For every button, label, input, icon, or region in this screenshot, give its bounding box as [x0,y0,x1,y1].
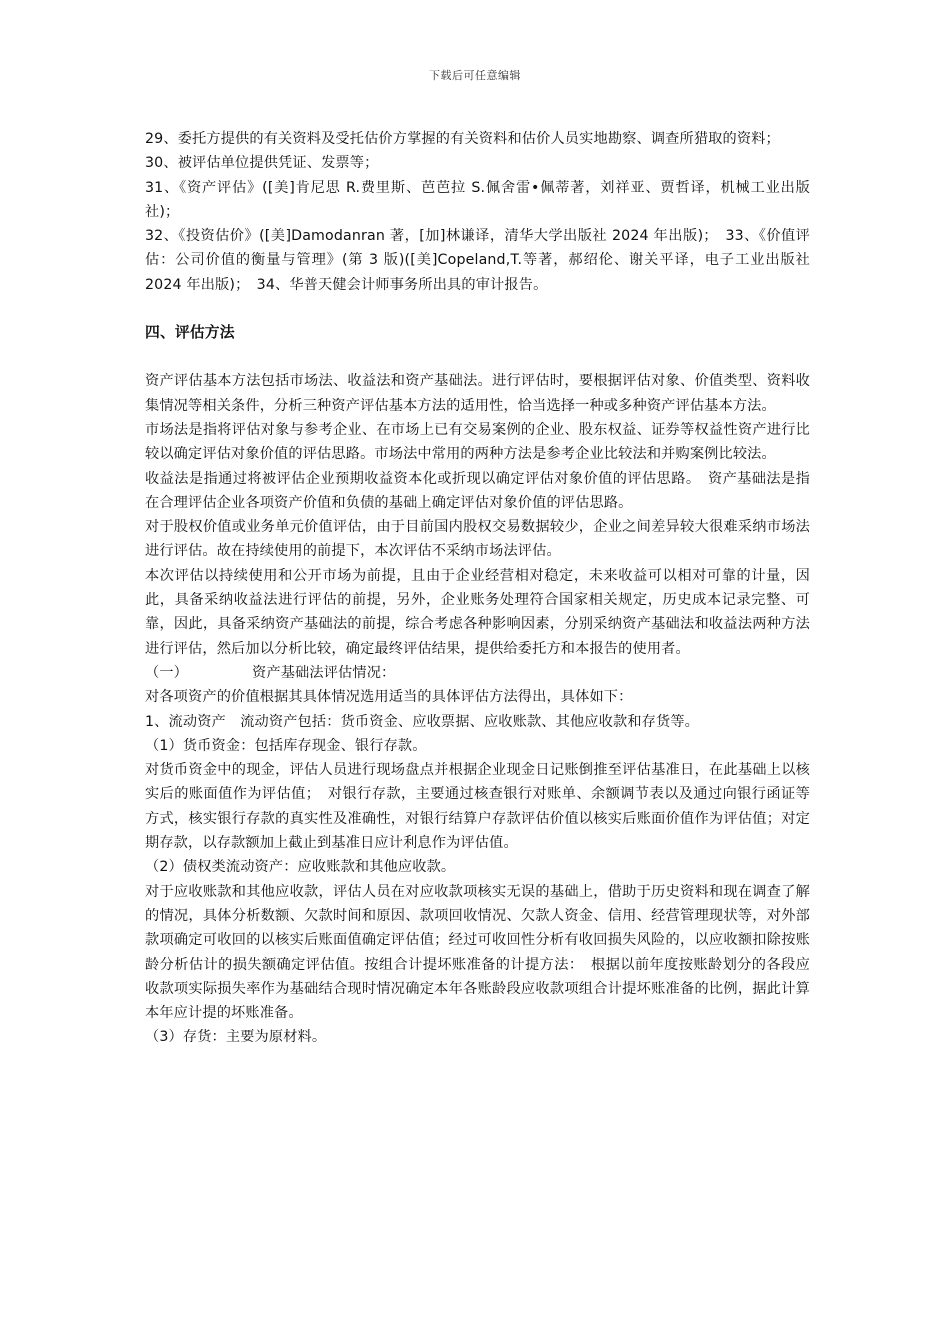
subsection-title: 资产基础法评估情况： [252,664,396,681]
paragraph: 对于股权价值或业务单元价值评估，由于目前国内股权交易数据较少，企业之间差异较大很难采纳市场法进行评估。故在持续使用的前提下，本次评估不采纳市场法评估。 [145,519,810,560]
paragraph: （2）债权类流动资产：应收账款和其他应收款。 [145,859,456,876]
reference-item: 30、被评估单位提供凭证、发票等； [145,155,379,172]
paragraph: （1）货币资金：包括库存现金、银行存款。 [145,737,427,754]
paragraph: （3）存货：主要为原材料。 [145,1029,327,1046]
paragraph: 收益法是指通过将被评估企业预期收益资本化或折现以确定评估对象价值的评估思路。 资产基础法是指在合理评估企业各项资产价值和负债的基础上确定评估对象价值的评估思路。 [145,470,810,511]
paragraph: 市场法是指将评估对象与参考企业、在市场上已有交易案例的企业、股东权益、证券等权益性资产进行比较以确定评估对象价值的评估思路。市场法中常用的两种方法是参考企业比较法和并购案例比较法。 [145,421,810,463]
section-heading: 四、评估方法 [145,324,235,342]
subsection-heading [145,661,810,685]
reference-item: 32、《投资估价》([美]Damodanran 著，[加]林谦译，清华大学出版社 2024 年出版)； 33、《价值评估：公司价值的衡量与管理》(第 3 版)([美]Copeland,T.等著，郝绍伦、谢关平译，电子工业出版社 2024 年出版)； 34、华普天健会计师事务所出具的审计报告。 [145,228,810,293]
page-header: 下载后可任意编辑 [429,69,521,82]
document-body [145,127,810,1050]
paragraph: 本次评估以持续使用和公开市场为前提，且由于企业经营相对稳定，未来收益可以相对可靠的计量，因此，具备采纳收益法进行评估的前提，另外，企业账务处理符合国家相关规定，历史成本记录完整、可靠，因此，具备采纳资产基础法的前提，综合考虑各种影响因素，分别采纳资产基础法和收益法两种方法进行评估，然后加以分析比较，确定最终评估结果，提供给委托方和本报告的使用者。 [145,567,810,657]
paragraph: 资产评估基本方法包括市场法、收益法和资产基础法。进行评估时，要根据评估对象、价值类型、资料收集情况等相关条件，分析三种资产评估基本方法的适用性，恰当选择一种或多种资产评估基本方法。 [145,373,810,414]
paragraph: 1、流动资产 流动资产包括：货币资金、应收票据、应收账款、其他应收款和存货等。 [145,713,700,730]
reference-item: 31、《资产评估》([美]肯尼思 R.费里斯、芭芭拉 S.佩舍雷•佩蒂著，刘祥亚、贾哲译，机械工业出版社)； [145,179,810,220]
paragraph: 对各项资产的价值根据其具体情况选用适当的具体评估方法得出，具体如下： [145,689,633,706]
reference-item: 29、委托方提供的有关资料及受托估价方掌握的有关资料和估价人员实地勘察、调查所猎取的资料； [145,131,780,147]
paragraph: 对于应收账款和其他应收款，评估人员在对应收款项核实无误的基础上，借助于历史资料和现在调查了解的情况，具体分析数额、欠款时间和原因、款项回收情况、欠款人资金、信用、经营管理现状等，对外部款项确定可收回的以核实后账面值确定评估值；经过可收回性分析有收回损失风险的，以应收额扣除按账龄分析估计的损失额确定评估值。按组合计提坏账准备的计提方法： 根据以前年度按账龄划分的各段应收款项实际损失率作为基础结合现时情况确定本年各账龄段应收款项组合计提坏账准备的比例，据此计算本年应计提的坏账准备。 [145,883,810,1022]
subsection-number: （一） [145,664,189,681]
paragraph: 对货币资金中的现金，评估人员进行现场盘点并根据企业现金日记账倒推至评估基准日，在此基础上以核实后的账面值作为评估值； 对银行存款，主要通过核查银行对账单、余额调节表以及通过向银行函证等方式，核实银行存款的真实性及准确性，对银行结算户存款评估价值以核实后账面价值作为评估值；对定期存款，以存款额加上截止到基准日应计利息作为评估值。 [145,762,810,852]
